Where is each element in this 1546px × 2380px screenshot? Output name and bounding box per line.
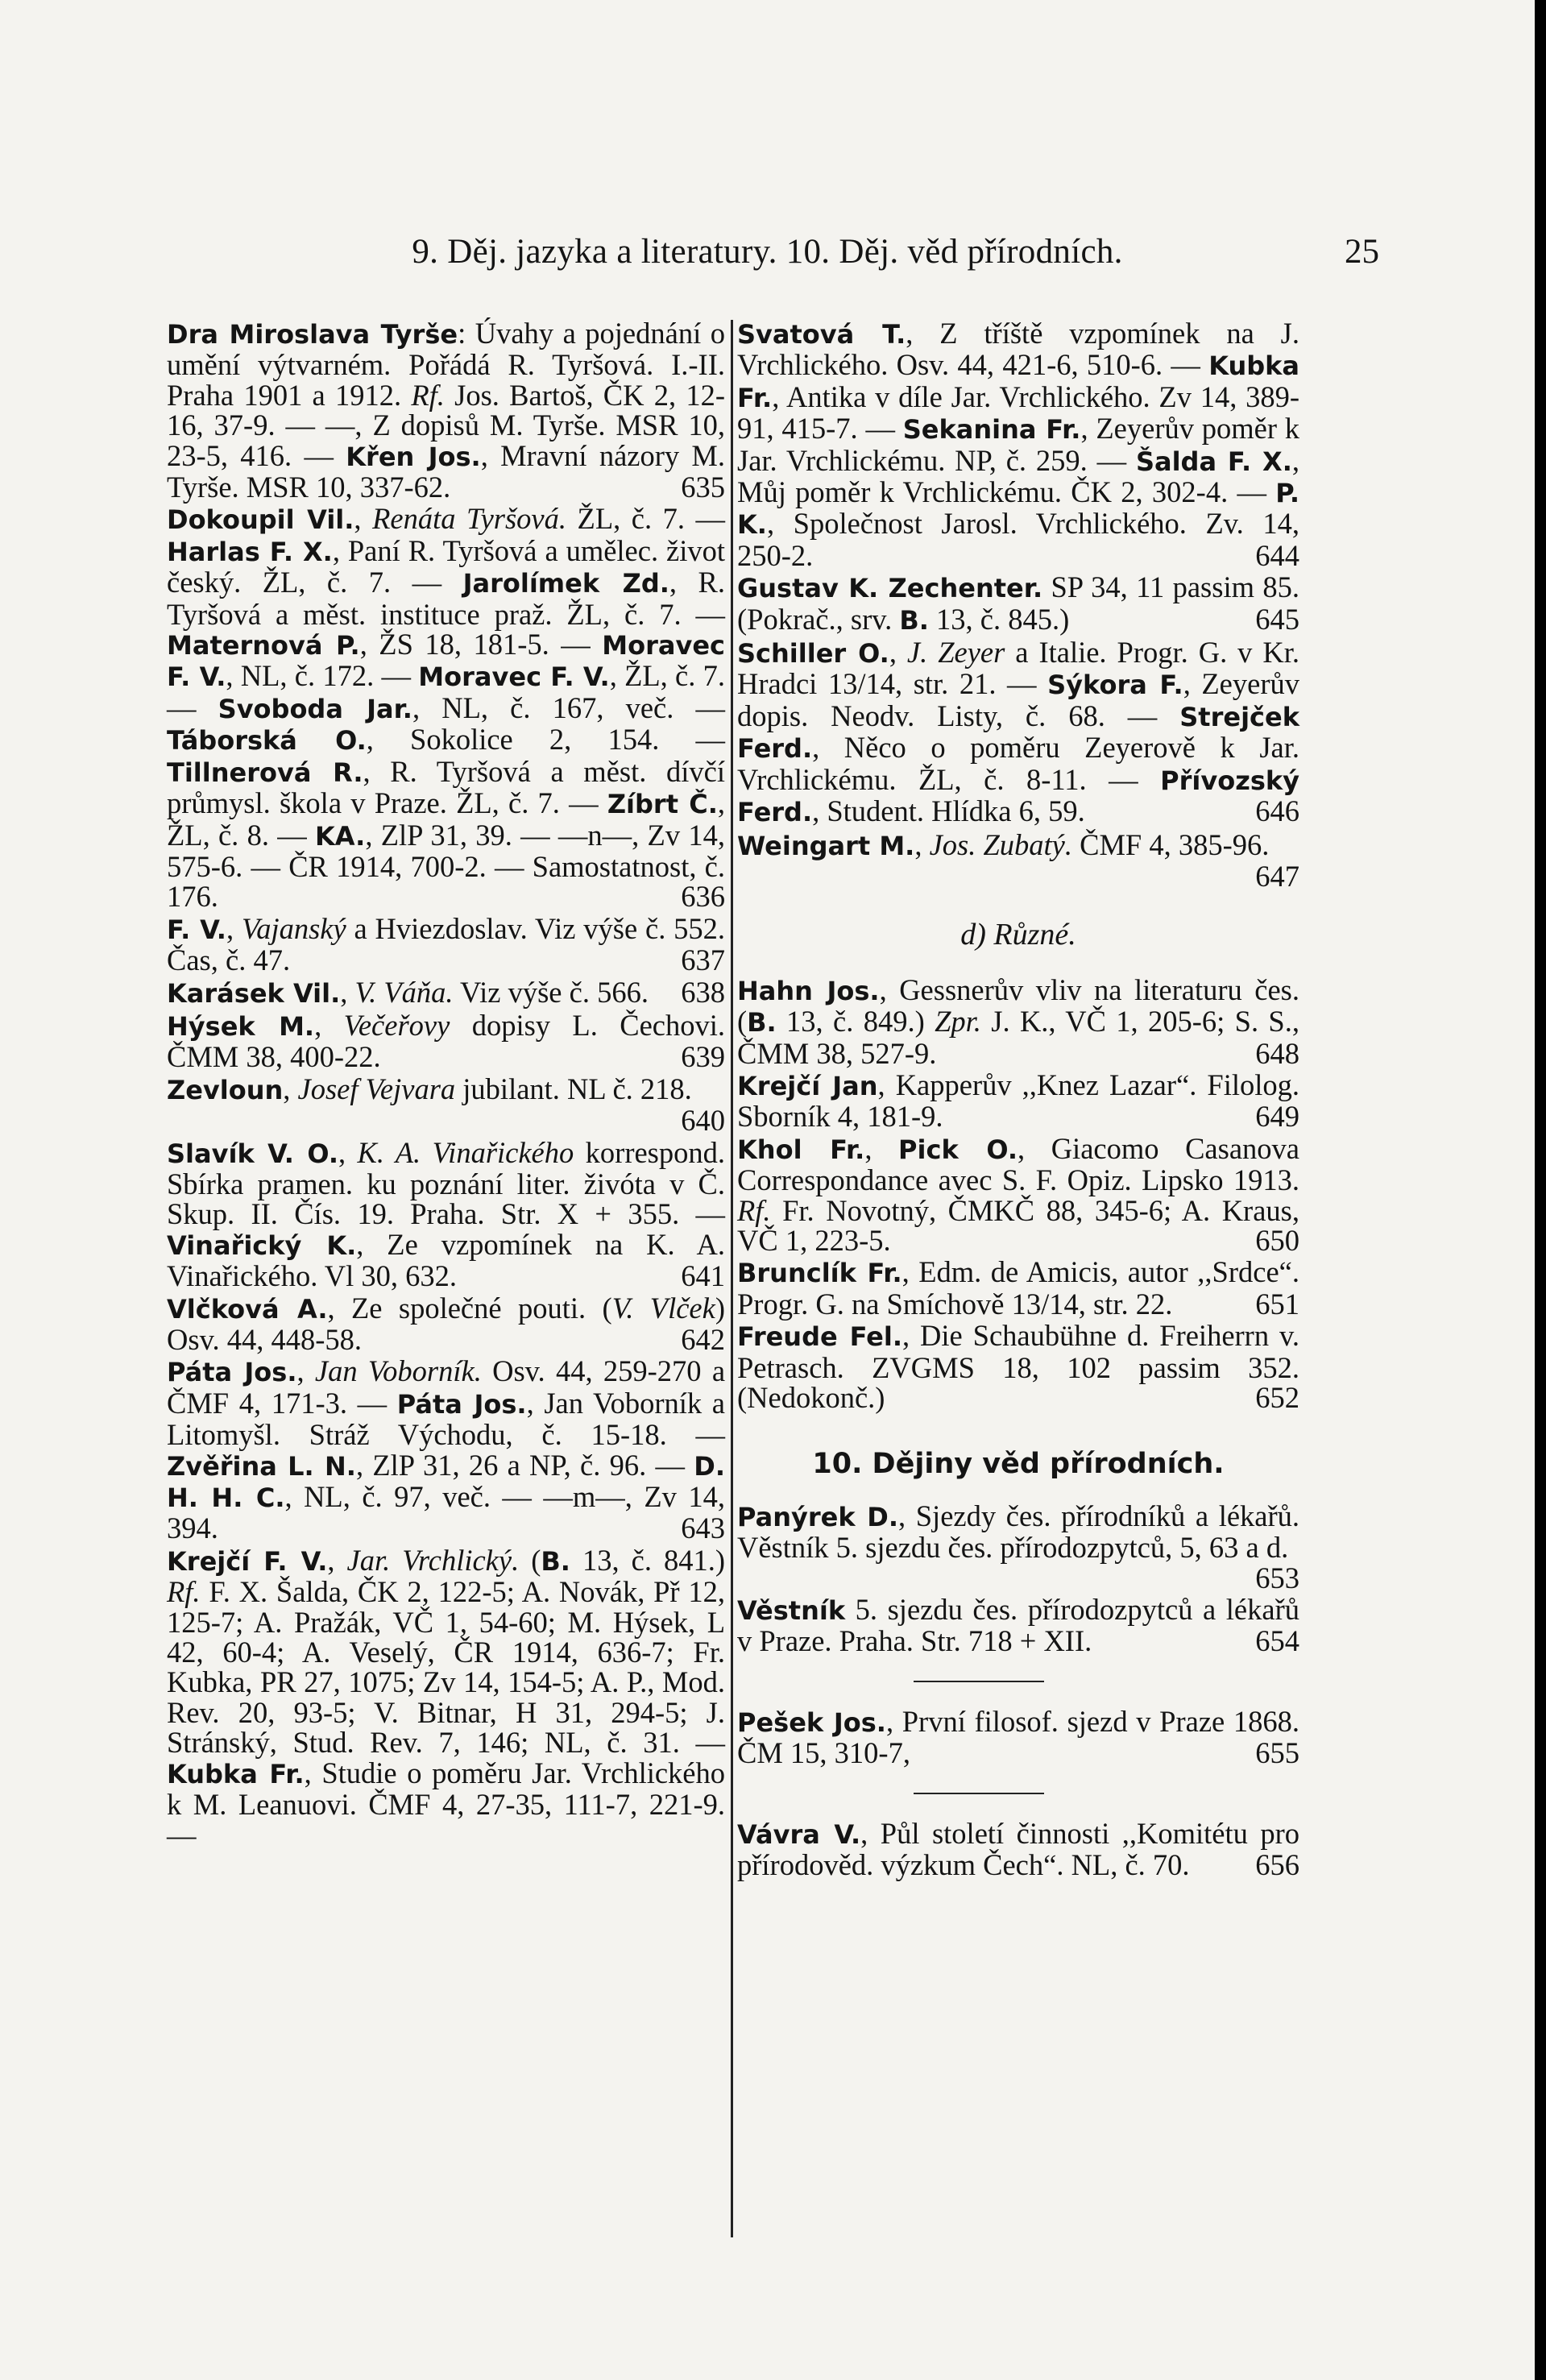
bibliography-entry	[737, 1818, 1299, 1880]
bibliography-entry	[167, 502, 726, 914]
entry-text: F. V., Vajanský a Hviezdoslav. Viz výše č. 552. Čas, č. 47.	[167, 911, 726, 977]
page-number: 25	[1345, 233, 1379, 271]
separator-rule	[914, 1793, 1044, 1794]
bibliography-entry	[167, 977, 725, 1009]
bibliography-entry	[737, 1706, 1299, 1768]
entry-text: Karásek Vil., V. Váňa. Viz výše č. 566.	[167, 975, 649, 1009]
bibliography-entry	[737, 318, 1299, 570]
entry-text: Gustav K. Zechenter. SP 34, 11 passim 85. (Pokrač., srv. B. 13, č. 845.)	[737, 570, 1299, 636]
entry-text: Hahn Jos., Gessnerův vliv na literaturu čes. (B. 13, č. 849.) Zpr. J. K., VČ 1, 205-6; S. S., ČMM 38, 527-9.	[737, 972, 1300, 1070]
entry-text: Vlčková A., Ze společné pouti. (V. Vlček) Osv. 44, 448-58.	[167, 1291, 725, 1356]
bibliography-entry	[167, 1135, 726, 1293]
entry-text: Vávra V., Půl století činnosti ,,Komitétu pro přírodověd. výzkum Čech“. NL, č. 70.	[737, 1816, 1300, 1882]
subsection-heading: d) Různé.	[960, 918, 1076, 952]
entry-number: 640	[681, 1104, 725, 1138]
entry-text: Schiller O., J. Zeyer a Italie. Progr. G. v Kr. Hradci 13/14, str. 21. — Sýkora F., Zeyerův dopis. Neodv. Listy, č. 68. — Strejček Ferd., Něco o poměru Zeyerově k Jar. Vrchlickému. ŽL, č. 8-11. — Přívozský Ferd., Student. Hlídka 6, 59.	[737, 636, 1300, 828]
bibliography-entry	[167, 1545, 725, 1850]
entry-number: 647	[1255, 859, 1299, 893]
entry-text: Dokoupil Vil., Renáta Tyršová. ŽL, č. 7. — Harlas F. X., Paní R. Tyršová a umělec. život český. ŽL, č. 7. — Jarolímek Zd., R. Tyršová a měst. instituce praž. ŽL, č. 7. — Maternová P., ŽS 18, 181-5. — Moravec F. V., NL, č. 172. — Moravec F. V., ŽL, č. 7. — Svoboda Jar., NL, č. 167, več. — Táborská O., Sokolice 2, 154. — Tillnerová R., R. Tyršová a měst. dívčí průmysl. škola v Praze. ŽL, č. 7. — Zíbrt Č., ŽL, č. 8. — KA., ZlP 31, 39. — —n—, Zv 14, 575-6. — ČR 1914, 700-2. — Samostatnost, č. 176.	[167, 502, 726, 914]
entry-number: 639	[681, 1040, 725, 1074]
bibliography-entry	[737, 1070, 1299, 1132]
bibliography-entry	[167, 1356, 725, 1543]
entry-text: Zevloun, Josef Vejvara jubilant. NL č. 218.	[167, 1072, 692, 1105]
bibliography-entry	[167, 1293, 725, 1355]
bibliography-entry	[737, 1257, 1299, 1319]
entry-number: 636	[681, 880, 725, 914]
bibliography-entry	[737, 827, 1299, 893]
section-heading: 10. Dějiny věd přírodních.	[812, 1448, 1225, 1481]
entry-text: Khol Fr., Pick O., Giacomo Casanova Correspondance avec S. F. Opiz. Lipsko 1913. Rf. Fr. Novotný, ČMKČ 88, 345-6; A. Kraus, VČ 1, 223-5.	[737, 1131, 1299, 1257]
column-divider	[731, 320, 733, 2237]
left-column	[167, 318, 725, 1851]
entry-text: Věstník 5. sjezdu čes. přírodozpytců a lékařů v Praze. Praha. Str. 718 + XII.	[737, 1593, 1299, 1658]
bibliography-entry	[737, 1594, 1299, 1656]
entry-number: 635	[681, 471, 725, 504]
entry-text: Slavík V. O., K. A. Vinařického korrespond. Sbírka pramen. ku poznání liter. živóta v Č. Skup. II. Čís. 19. Praha. Str. X + 355. — Vinařický K., Ze vzpomínek na K. A. Vinařického. Vl 30, 632.	[167, 1135, 726, 1293]
entry-number: 650	[1255, 1223, 1299, 1257]
bibliography-entry	[737, 572, 1299, 636]
bibliography-entry	[167, 1074, 725, 1136]
entry-number: 648	[1255, 1036, 1299, 1070]
entry-number: 643	[681, 1511, 725, 1545]
entry-number: 652	[1255, 1381, 1299, 1414]
bibliography-entry	[167, 1010, 725, 1072]
separator-rule	[914, 1681, 1044, 1682]
bibliography-entry	[737, 1321, 1299, 1412]
entry-text: Krejčí F. V., Jar. Vrchlický. (B. 13, č. 841.) Rf. F. X. Šalda, ČK 2, 122-5; A. Novák, Př 12, 125-7; A. Pražák, VČ 1, 54-60; M. Hýsek, L 42, 60-4; A. Veselý, ČR 1914, 636-7; Fr. Kubka, PR 27, 1075; Zv 14, 154-5; A. P., Mod. Rev. 20, 93-5; V. Bitnar, H 31, 294-5; J. Stránský, Stud. Rev. 7, 146; NL, č. 31. — Kubka Fr., Studie o poměru Jar. Vrchlického k M. Leanuovi. ČMF 4, 27-35, 111-7, 221-9. —	[167, 1543, 726, 1851]
entry-number: 637	[681, 943, 725, 977]
entry-text: Svatová T., Z tříště vzpomínek na J. Vrchlického. Osv. 44, 421-6, 510-6. — Kubka Fr., Antika v díle Jar. Vrchlického. Zv 14, 389-91, 415-7. — Sekanina Fr., Zeyerův poměr k Jar. Vrchlickému. NP, č. 259. — Šalda F. X., Můj poměr k Vrchlickému. ČK 2, 302-4. — P. K., Společnost Jarosl. Vrchlického. Zv. 14, 250-2.	[737, 317, 1300, 572]
bibliography-entry	[737, 1131, 1299, 1257]
running-head: 9. Děj. jazyka a literatury. 10. Děj. věd přírodních.	[412, 233, 1123, 271]
entry-number: 651	[1255, 1287, 1299, 1321]
entry-number: 641	[681, 1259, 725, 1293]
bibliography-entry	[737, 972, 1300, 1070]
bibliography-entry	[737, 637, 1299, 827]
entry-number: 645	[1255, 602, 1299, 636]
entry-text: Pešek Jos., První filosof. sjezd v Praze 1868. ČM 15, 310-7,	[737, 1704, 1300, 1770]
bibliography-entry	[167, 318, 725, 502]
entry-number: 653	[1255, 1561, 1299, 1594]
bibliography-entry	[737, 1501, 1299, 1593]
right-column	[737, 318, 1299, 1881]
entry-text: Brunclík Fr., Edm. de Amicis, autor ,,Srdce“. Progr. G. na Smíchově 13/14, str. 22.	[737, 1255, 1299, 1321]
entry-text: Dra Miroslava Tyrše: Úvahy a pojednání o umění výtvarném. Pořádá R. Tyršová. I.-II. Praha 1901 a 1912. Rf. Jos. Bartoš, ČK 2, 12-16, 37-9. — —, Z dopisů M. Tyrše. MSR 10, 23-5, 416. — Křen Jos., Mravní názory M. Tyrše. MSR 10, 337-62.	[167, 317, 726, 504]
entry-text: Freude Fel., Die Schaubühne d. Freiherrn v. Petrasch. ZVGMS 18, 102 passim 352. (Nedokonč.)	[737, 1319, 1299, 1414]
entry-number: 638	[681, 975, 725, 1009]
entry-number: 644	[1255, 538, 1299, 572]
entry-number: 655	[1255, 1736, 1299, 1770]
entry-number: 646	[1255, 794, 1299, 828]
entry-number: 642	[681, 1323, 725, 1356]
entry-text: Hýsek M., Večeřovy dopisy L. Čechovi. ČMM 38, 400-22.	[167, 1008, 726, 1074]
entry-text: Panýrek D., Sjezdy čes. přírodníků a lékařů. Věstník 5. sjezdu čes. přírodozpytců, 5, 63 a d.	[737, 1499, 1300, 1565]
entry-text: Weingart M., Jos. Zubatý. ČMF 4, 385-96.	[737, 827, 1270, 861]
entry-text: Páta Jos., Jan Voborník. Osv. 44, 259-270 a ČMF 4, 171-3. — Páta Jos., Jan Voborník a Litomyšl. Stráž Východu, č. 15-18. — Zvěřina L. N., ZlP 31, 26 a NP, č. 96. — D. H. H. C., NL, č. 97, več. — —m—, Zv 14, 394.	[167, 1354, 726, 1545]
entry-number: 656	[1255, 1848, 1299, 1882]
entry-number: 654	[1255, 1624, 1299, 1658]
entry-text: Krejčí Jan, Kapperův ,,Knez Lazar“. Filolog. Sborník 4, 181-9.	[737, 1068, 1299, 1134]
entry-number: 649	[1255, 1100, 1299, 1134]
page-header	[0, 232, 1535, 280]
bibliography-entry	[167, 911, 726, 977]
